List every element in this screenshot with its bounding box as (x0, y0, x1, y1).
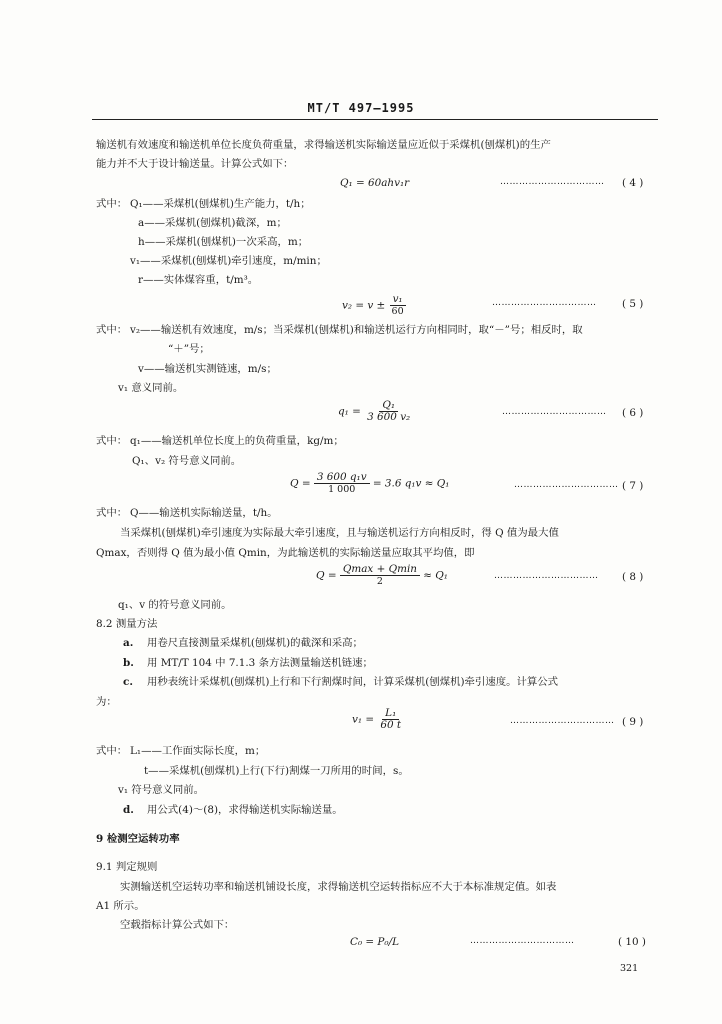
eq8-same: q₁、v 的符号意义同前。 (118, 599, 232, 611)
equation-6-denominator: 3 600 v₂ (367, 411, 411, 423)
equation-7-number: ( 7 ) (622, 480, 644, 492)
where-prefix: 式中： (96, 435, 128, 447)
qmax-line-1: 当采煤机(刨煤机)牵引速度为实际最大牵引速度，且与输送机运行方向相反时，得 Q 值为最大值 (120, 527, 559, 539)
where4-item: h——采煤机(刨煤机)一次采高，m； (138, 236, 309, 248)
equation-7-rhs: = 3.6 q₁v ≈ Q₁ (372, 477, 450, 490)
equation-8-lhs: Q = (316, 569, 337, 582)
where6-same: Q₁、v₂ 符号意义同前。 (132, 455, 242, 467)
item-a-label: a. (123, 637, 134, 649)
where4-item: r——实体煤容重，t/m³。 (138, 274, 259, 286)
equation-6-number: ( 6 ) (622, 407, 644, 419)
equation-4: Q₁ = 60ahv₁r (340, 177, 410, 189)
where6-item: q₁——输送机单位长度上的负荷重量，kg/m； (130, 435, 344, 447)
equation-8-number: ( 8 ) (622, 571, 644, 583)
equation-8 (316, 564, 448, 587)
intro-line-1: 输送机有效速度和输送机单位长度负荷重量，求得输送机实际输送量应近似于采煤机(刨煤机)的生产 (96, 139, 551, 151)
equation-9 (352, 708, 404, 731)
section-9-1-line-3: 空载指标计算公式如下： (120, 919, 235, 931)
where5-item-1-cont: “＋”号； (168, 343, 210, 355)
item-d-text: 用公式(4)～(8)，求得输送机实际输送量。 (147, 804, 343, 816)
section-9-1-line-2: A1 所示。 (96, 900, 145, 912)
equation-9-fraction (377, 708, 404, 731)
where5-same: v₁ 意义同前。 (118, 382, 184, 394)
intro-line-2: 能力并不大于设计输送量。计算公式如下： (96, 158, 294, 170)
equation-6 (338, 400, 413, 423)
where7-item: Q——输送机实际输送量，t/h。 (130, 507, 278, 519)
item-c-text: 用秒表统计采煤机(刨煤机)上行和下行割煤时间，计算采煤机(刨煤机)牵引速度。计算公式 (147, 676, 559, 688)
equation-10-number: ( 10 ) (618, 936, 646, 948)
equation-7 (290, 472, 449, 495)
equation-7-leader: …………………………… (514, 480, 619, 490)
equation-10-leader: …………………………… (470, 936, 575, 946)
equation-5-lhs: v₂ = v ± (342, 299, 386, 312)
section-9-title: 9 检测空运转功率 (96, 833, 180, 845)
equation-6-numerator: Q₁ (379, 400, 398, 412)
equation-5-denominator: 60 (391, 306, 404, 317)
section-9-1-line-1: 实测输送机空运转功率和输送机铺设长度，求得输送机空运转指标应不大于本标准规定值。如表 (120, 881, 557, 893)
equation-8-leader: …………………………… (494, 571, 599, 581)
equation-5-numerator: v₁ (390, 294, 406, 306)
equation-9-lhs: v₁ = (352, 713, 375, 726)
equation-5-fraction (389, 294, 407, 317)
equation-8-rhs: ≈ Q₁ (423, 569, 448, 582)
equation-10: C₀ = P₀/L (350, 936, 399, 948)
equation-5-leader: …………………………… (492, 298, 597, 308)
where-prefix: 式中： (96, 507, 128, 519)
where9-same: v₁ 符号意义同前。 (118, 784, 205, 796)
equation-7-numerator: 3 600 q₁v (314, 472, 370, 484)
where-prefix: 式中： (96, 198, 128, 210)
item-b-text: 用 MT/T 104 中 7.1.3 条方法测量输送机链速； (147, 657, 373, 669)
page-number: 321 (620, 963, 639, 974)
where4-item: Q₁——采煤机(刨煤机)生产能力，t/h； (130, 198, 311, 210)
where5-item-1: v₂——输送机有效速度，m/s；当采煤机(刨煤机)和输送机运行方向相同时，取“－”号；相反时，取 (130, 324, 583, 336)
where5-item-2: v——输送机实测链速，m/s； (138, 363, 277, 375)
equation-9-denominator: 60 t (380, 719, 402, 731)
equation-7-denominator: 1 000 (328, 484, 356, 495)
equation-8-numerator: Qmax + Qmin (340, 564, 420, 576)
qmax-line-2: Qmax，否则得 Q 值为最小值 Qmin，为此输送机的实际输送量应取其平均值，即 (96, 547, 475, 559)
where4-item: a——采煤机(刨煤机)截深，m； (138, 217, 287, 229)
equation-6-leader: …………………………… (502, 407, 607, 417)
equation-5-number: ( 5 ) (622, 298, 644, 310)
where9-item-2: t——采煤机(刨煤机)上行(下行)割煤一刀所用的时间，s。 (144, 765, 409, 777)
equation-5 (342, 294, 407, 317)
equation-6-fraction (364, 400, 413, 423)
equation-8-denominator: 2 (376, 576, 383, 587)
equation-7-lhs: Q = (290, 477, 311, 490)
equation-9-numerator: L₁ (382, 708, 399, 720)
equation-7-fraction (314, 472, 370, 495)
where-prefix: 式中： (96, 745, 128, 757)
item-d-label: d. (123, 804, 134, 816)
equation-6-lhs: q₁ = (338, 405, 361, 418)
section-8-2-title: 8.2 测量方法 (96, 618, 158, 630)
where9-item-1: L₁——工作面实际长度，m； (130, 745, 266, 757)
item-b-label: b. (123, 657, 134, 669)
equation-8-fraction (340, 564, 420, 587)
where-prefix: 式中： (96, 324, 128, 336)
page-header: MT/T 497—1995 (307, 101, 415, 115)
item-a-text: 用卷尺直接测量采煤机(刨煤机)的截深和采高； (147, 637, 363, 649)
section-9-1-title: 9.1 判定规则 (96, 861, 158, 873)
item-c-label: c. (123, 676, 133, 688)
equation-4-leader: …………………………… (500, 177, 605, 187)
header-rule (92, 119, 658, 120)
equation-9-number: ( 9 ) (622, 716, 644, 728)
where4-item: v₁——采煤机(刨煤机)牵引速度，m/min； (130, 255, 327, 267)
equation-9-leader: …………………………… (510, 716, 615, 726)
equation-4-number: ( 4 ) (622, 177, 644, 189)
item-c-cont: 为： (96, 696, 117, 708)
